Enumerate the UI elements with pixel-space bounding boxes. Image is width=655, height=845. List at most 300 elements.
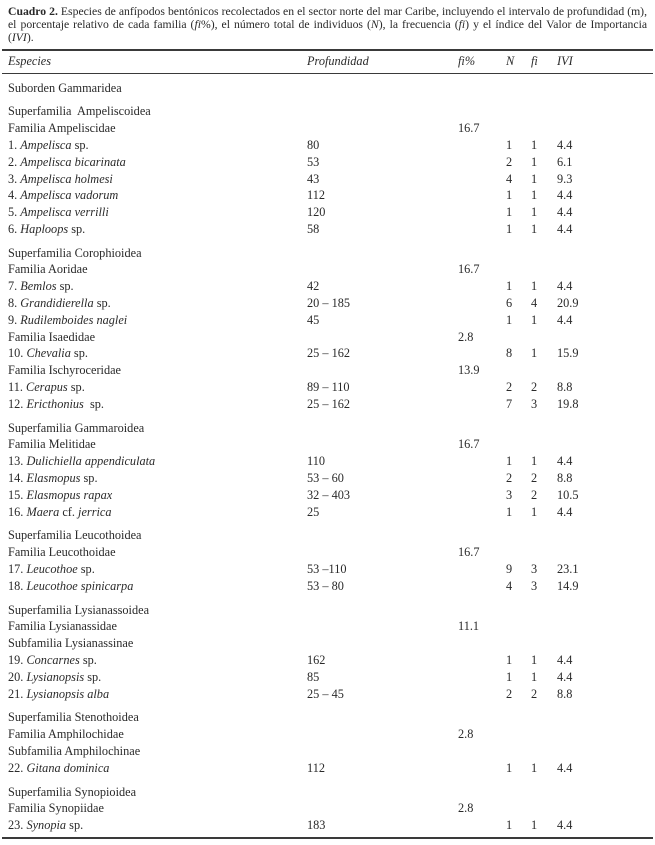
text-segment: Elasmopus rapax: [26, 487, 113, 502]
cell-ivi: [557, 800, 653, 817]
cell-n: 1: [506, 818, 513, 833]
text-segment: 23.: [8, 818, 27, 833]
cell-especies: [8, 453, 307, 470]
cell-fi: [531, 743, 557, 760]
text-segment: 20.: [8, 669, 27, 684]
cell-especies: [8, 295, 307, 312]
text-segment: Rudilemboides naglei: [20, 312, 128, 327]
cell-profundidad: 53 – 60: [307, 471, 344, 486]
cell-n: [506, 726, 531, 743]
cell-fi: 1: [531, 504, 538, 519]
species-row: [2, 221, 653, 238]
text-segment: 6.: [8, 221, 21, 236]
cell-n: 2: [506, 471, 513, 486]
text-segment: Superfamilia Ampeliscoidea: [8, 104, 151, 119]
cell-profundidad: [307, 245, 458, 262]
text-segment: Elasmopus: [26, 471, 81, 486]
cell-fi: 4: [531, 296, 538, 311]
cell-profundidad: 162: [307, 653, 326, 668]
species-row: [2, 817, 653, 834]
cell-fi: 1: [531, 279, 538, 294]
species-row: [2, 379, 653, 396]
cell-especies: [8, 187, 307, 204]
header-fipct: fi%: [458, 53, 476, 68]
cell-n: 1: [506, 760, 513, 775]
cell-profundidad: [307, 709, 458, 726]
text-segment: Subfamilia Amphilochinae: [8, 744, 141, 758]
cell-fi: [531, 635, 557, 652]
cell-especies: [8, 436, 307, 453]
cell-ivi: [557, 618, 653, 635]
cell-n: [506, 527, 531, 544]
table-bottom-rule: [2, 837, 653, 839]
text-segment: ), la frecuencia (: [378, 17, 459, 31]
text-segment: 3.: [8, 171, 21, 186]
cell-ivi: [557, 420, 653, 437]
text-segment: 13.: [8, 454, 27, 469]
text-segment: Familia Leucothoidae: [8, 545, 116, 560]
cell-fi: 3: [531, 396, 538, 411]
cell-fi: 2: [531, 471, 538, 486]
text-segment: sp.: [71, 137, 89, 152]
text-segment: jerrica: [78, 504, 112, 519]
cell-fi: 3: [531, 562, 538, 577]
text-segment: 7.: [8, 279, 21, 294]
taxon-group-row: [2, 544, 653, 561]
table-body: [2, 74, 653, 837]
cell-especies: [8, 278, 307, 295]
text-segment: 9.: [8, 312, 21, 327]
taxon-group-row: [2, 602, 653, 619]
taxon-group-row: [2, 103, 653, 120]
cell-fipct: 16.7: [458, 437, 480, 452]
cell-especies: [8, 784, 307, 801]
cell-fipct: [458, 652, 506, 669]
text-segment: ) y el índice del Valor de Importancia (: [8, 17, 648, 44]
cell-fi: 1: [531, 653, 538, 668]
cell-n: 3: [506, 487, 513, 502]
cell-profundidad: 53: [307, 154, 320, 169]
cell-ivi: 4.4: [557, 669, 573, 684]
cell-ivi: 23.1: [557, 562, 579, 577]
cell-especies: [8, 420, 307, 437]
cell-profundidad: [307, 800, 458, 817]
species-row: [2, 578, 653, 595]
header-profundidad: Profundidad: [307, 53, 369, 68]
cell-profundidad: [307, 261, 458, 278]
text-segment: Superfamilia Lysianassoidea: [8, 602, 150, 617]
cell-ivi: 10.5: [557, 487, 579, 502]
cell-fi: [531, 709, 557, 726]
cell-ivi: 4.4: [557, 653, 573, 668]
cell-n: [506, 362, 531, 379]
cell-profundidad: 89 – 110: [307, 380, 350, 395]
text-segment: sp.: [77, 562, 95, 577]
text-segment: 11.: [8, 380, 26, 395]
cell-fipct: [458, 80, 506, 97]
cell-profundidad: 32 – 403: [307, 487, 351, 502]
taxon-group-row: [2, 245, 653, 262]
cell-n: 1: [506, 653, 513, 668]
cell-n: [506, 103, 531, 120]
text-segment: sp.: [83, 396, 105, 411]
species-row: [2, 396, 653, 413]
cell-n: [506, 436, 531, 453]
text-segment: Lysianopsis: [26, 669, 85, 684]
text-segment: 14.: [8, 471, 27, 486]
cell-n: 4: [506, 578, 513, 593]
text-segment: Lysianopsis alba: [26, 686, 110, 701]
taxon-group-row: [2, 527, 653, 544]
cell-fi: [531, 602, 557, 619]
section-gap: [2, 413, 653, 420]
text-segment: sp.: [70, 346, 88, 361]
text-segment: ).: [26, 30, 34, 44]
cell-profundidad: [307, 362, 458, 379]
cell-n: 1: [506, 137, 513, 152]
cell-profundidad: 45: [307, 312, 320, 327]
cell-fipct: [458, 187, 506, 204]
text-segment: 2.: [8, 154, 21, 169]
cell-profundidad: [307, 602, 458, 619]
text-segment: Maera: [26, 504, 60, 519]
cell-profundidad: 25: [307, 504, 320, 519]
cell-fi: [531, 436, 557, 453]
cell-especies: [8, 329, 307, 346]
cell-especies: [8, 312, 307, 329]
cell-profundidad: 112: [307, 760, 325, 775]
cell-fi: 1: [531, 454, 538, 469]
cell-fi: [531, 784, 557, 801]
species-row: [2, 470, 653, 487]
cell-fi: [531, 103, 557, 120]
cell-n: [506, 80, 531, 97]
cell-n: 1: [506, 454, 513, 469]
cell-n: [506, 618, 531, 635]
text-segment: Bemlos: [20, 279, 57, 294]
text-segment: %), el número total de individuos (: [200, 17, 371, 31]
cell-fipct: [458, 578, 506, 595]
section-gap: [2, 96, 653, 103]
cell-especies: [8, 204, 307, 221]
cell-ivi: [557, 261, 653, 278]
header-ivi: IVI: [557, 53, 573, 68]
species-row: [2, 669, 653, 686]
cell-fi: 1: [531, 312, 538, 327]
taxon-group-row: [2, 80, 653, 97]
cell-ivi: 4.4: [557, 760, 573, 775]
cell-fipct: [458, 278, 506, 295]
cell-especies: [8, 652, 307, 669]
species-row: [2, 345, 653, 362]
cell-n: 2: [506, 686, 513, 701]
text-segment: sp.: [93, 296, 111, 311]
cell-especies: [8, 669, 307, 686]
text-segment: Familia Ischyroceridae: [8, 363, 122, 378]
cell-fipct: 2.8: [458, 727, 474, 742]
cell-ivi: 4.4: [557, 137, 573, 152]
cell-profundidad: 25 – 45: [307, 686, 344, 701]
text-segment: 5.: [8, 205, 21, 220]
text-segment: sp.: [68, 221, 86, 236]
cell-fipct: 16.7: [458, 262, 480, 277]
cell-fi: [531, 261, 557, 278]
cell-fipct: 2.8: [458, 801, 474, 816]
text-segment: Ampelisca vadorum: [20, 188, 119, 203]
cell-profundidad: 53 – 80: [307, 578, 344, 593]
cell-especies: [8, 487, 307, 504]
cell-ivi: 8.8: [557, 380, 573, 395]
cell-n: 9: [506, 562, 513, 577]
text-segment: Suborden Gammaridea: [8, 80, 122, 95]
text-segment: sp.: [66, 818, 84, 833]
text-segment: 8.: [8, 296, 21, 311]
cell-ivi: 4.4: [557, 279, 573, 294]
cell-n: [506, 245, 531, 262]
cell-profundidad: [307, 527, 458, 544]
text-segment: N: [370, 17, 379, 31]
taxon-group-row: [2, 120, 653, 137]
cell-fi: 1: [531, 188, 538, 203]
text-segment: 4.: [8, 188, 21, 203]
cell-fipct: [458, 103, 506, 120]
species-row: [2, 278, 653, 295]
cell-n: 1: [506, 188, 513, 203]
cell-especies: [8, 261, 307, 278]
cell-profundidad: [307, 80, 458, 97]
species-row: [2, 453, 653, 470]
cell-n: [506, 329, 531, 346]
species-row: [2, 652, 653, 669]
cell-ivi: [557, 362, 653, 379]
cell-especies: [8, 618, 307, 635]
cell-especies: [8, 80, 307, 97]
cell-n: 8: [506, 346, 513, 361]
taxon-group-row: [2, 618, 653, 635]
taxon-group-row: [2, 784, 653, 801]
cell-fi: [531, 726, 557, 743]
cell-ivi: 4.4: [557, 205, 573, 220]
cell-especies: [8, 345, 307, 362]
cell-ivi: [557, 120, 653, 137]
cell-profundidad: [307, 618, 458, 635]
cell-fipct: [458, 743, 506, 760]
cell-ivi: 6.1: [557, 154, 573, 169]
cell-fi: 3: [531, 578, 538, 593]
species-row: [2, 154, 653, 171]
cell-ivi: 15.9: [557, 346, 579, 361]
section-gap: [2, 238, 653, 245]
taxon-group-row: [2, 635, 653, 652]
cell-profundidad: 110: [307, 454, 325, 469]
text-segment: fi: [194, 17, 201, 31]
cell-ivi: [557, 709, 653, 726]
cell-profundidad: [307, 784, 458, 801]
text-segment: 16.: [8, 504, 27, 519]
text-segment: IVI: [11, 30, 27, 44]
cell-ivi: [557, 635, 653, 652]
text-segment: Ampelisca: [20, 137, 72, 152]
cell-fipct: 11.1: [458, 619, 480, 634]
cell-fipct: [458, 245, 506, 262]
cell-fi: 1: [531, 221, 538, 236]
species-row: [2, 504, 653, 521]
text-segment: Leucothoe spinicarpa: [26, 578, 134, 593]
cell-n: 7: [506, 396, 513, 411]
cell-ivi: [557, 436, 653, 453]
cell-n: [506, 800, 531, 817]
cell-fipct: 13.9: [458, 363, 480, 378]
cell-profundidad: [307, 420, 458, 437]
text-segment: Gitana dominica: [26, 760, 110, 775]
text-segment: Chevalia: [26, 346, 71, 361]
species-row: [2, 187, 653, 204]
cell-especies: [8, 743, 307, 760]
cell-ivi: [557, 80, 653, 97]
cell-ivi: [557, 784, 653, 801]
cell-fi: [531, 329, 557, 346]
cell-especies: [8, 527, 307, 544]
cell-fipct: [458, 709, 506, 726]
taxon-group-row: [2, 329, 653, 346]
species-row: [2, 171, 653, 188]
cell-n: [506, 784, 531, 801]
cell-ivi: 9.3: [557, 171, 573, 186]
cell-especies: [8, 602, 307, 619]
text-segment: Superfamilia Gammaroidea: [8, 420, 145, 435]
cell-especies: [8, 221, 307, 238]
cell-especies: [8, 561, 307, 578]
text-segment: Familia Ampeliscidae: [8, 121, 116, 136]
cell-fipct: [458, 345, 506, 362]
cell-fi: 1: [531, 818, 538, 833]
text-segment: Ampelisca holmesi: [20, 171, 113, 186]
cell-n: [506, 709, 531, 726]
cell-fi: 2: [531, 380, 538, 395]
cell-fipct: 16.7: [458, 121, 480, 136]
cell-fipct: [458, 602, 506, 619]
cell-n: 6: [506, 296, 513, 311]
cell-n: 1: [506, 205, 513, 220]
cell-fi: [531, 618, 557, 635]
cell-fi: 1: [531, 137, 538, 152]
cell-especies: [8, 245, 307, 262]
cell-profundidad: 43: [307, 171, 320, 186]
cell-fi: [531, 527, 557, 544]
text-segment: Dulichiella appendiculata: [26, 454, 156, 469]
text-segment: sp.: [67, 380, 85, 395]
species-row: [2, 295, 653, 312]
cell-profundidad: [307, 436, 458, 453]
text-segment: sp.: [79, 653, 97, 668]
cell-especies: [8, 726, 307, 743]
species-row: [2, 686, 653, 703]
cell-fi: [531, 544, 557, 561]
cell-especies: [8, 800, 307, 817]
species-row: [2, 760, 653, 777]
table-header-row: [2, 51, 653, 73]
cell-fipct: [458, 312, 506, 329]
cell-profundidad: 120: [307, 205, 326, 220]
cell-profundidad: 80: [307, 137, 320, 152]
text-segment: Familia Isaedidae: [8, 329, 96, 344]
cell-ivi: 20.9: [557, 296, 579, 311]
cell-fi: 1: [531, 760, 538, 775]
text-segment: Superfamilia Leucothoidea: [8, 528, 142, 543]
cell-fi: [531, 800, 557, 817]
species-row: [2, 487, 653, 504]
cell-n: 1: [506, 504, 513, 519]
species-row: [2, 137, 653, 154]
cell-ivi: 8.8: [557, 471, 573, 486]
cell-especies: [8, 362, 307, 379]
cell-fipct: [458, 561, 506, 578]
cell-especies: [8, 760, 307, 777]
cell-fipct: [458, 137, 506, 154]
text-segment: 18.: [8, 578, 27, 593]
cell-profundidad: 42: [307, 279, 320, 294]
cell-n: 1: [506, 312, 513, 327]
cell-profundidad: [307, 120, 458, 137]
cell-especies: [8, 470, 307, 487]
cell-ivi: 4.4: [557, 504, 573, 519]
header-especies: Especies: [8, 53, 52, 68]
cell-ivi: 4.4: [557, 221, 573, 236]
cell-fi: 1: [531, 154, 538, 169]
cell-n: [506, 120, 531, 137]
cell-fi: [531, 120, 557, 137]
taxon-group-row: [2, 800, 653, 817]
cell-n: 2: [506, 380, 513, 395]
cell-n: [506, 544, 531, 561]
cell-n: [506, 635, 531, 652]
text-segment: sp.: [56, 279, 74, 294]
text-segment: fi: [458, 17, 466, 31]
cell-fipct: 16.7: [458, 545, 480, 560]
cell-fipct: [458, 396, 506, 413]
text-segment: 17.: [8, 562, 27, 577]
cell-especies: [8, 578, 307, 595]
cell-especies: [8, 544, 307, 561]
cell-ivi: [557, 329, 653, 346]
text-segment: Especies de anfípodos bentónicos recolectados en el sector norte del mar Caribe, incluyendo el intervalo de profundidad (m), el porcentaje relativo de cada familia (: [8, 5, 647, 31]
cell-especies: [8, 137, 307, 154]
text-segment: sp.: [84, 669, 102, 684]
cell-profundidad: [307, 544, 458, 561]
cell-fipct: [458, 686, 506, 703]
cell-ivi: 4.4: [557, 454, 573, 469]
cell-n: [506, 261, 531, 278]
cell-fipct: [458, 379, 506, 396]
cell-ivi: [557, 527, 653, 544]
cell-fipct: [458, 221, 506, 238]
header-n: N: [506, 53, 515, 68]
cell-fipct: [458, 527, 506, 544]
text-segment: Grandidierella: [20, 296, 94, 311]
cell-especies: [8, 817, 307, 834]
cell-profundidad: 85: [307, 669, 320, 684]
text-segment: Subfamilia Lysianassinae: [8, 636, 134, 651]
cell-especies: [8, 154, 307, 171]
text-segment: Familia Aoridae: [8, 262, 88, 277]
cell-ivi: [557, 602, 653, 619]
cell-profundidad: [307, 726, 458, 743]
cell-n: 1: [506, 669, 513, 684]
cell-fi: 2: [531, 686, 538, 701]
text-segment: Superfamilia Stenothoidea: [8, 710, 139, 725]
text-segment: Haploops: [20, 221, 69, 236]
text-segment: Ampelisca bicarinata: [20, 154, 126, 169]
